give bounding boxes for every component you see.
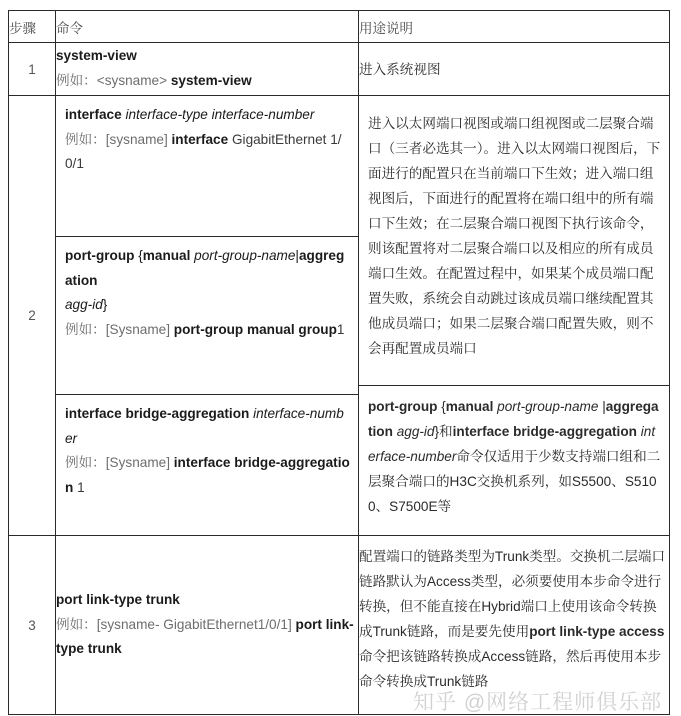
watermark-text: 知乎 @网络工程师俱乐部 [413,691,663,714]
example-command: port link- [295,616,354,632]
desc-parameter-name: port-group-name [497,399,599,414]
example-prompt: [sysname] [105,131,168,147]
desc-option-aggregation: aggregation [368,399,659,439]
description-cell-group [359,96,670,536]
command-syntax-line [56,44,358,69]
desc-command-portgroup: port-group [368,399,438,414]
command-keyword: interface [65,107,122,122]
example-command: interface [171,131,229,147]
pipe-separator: | [295,248,299,263]
command-subrow [56,96,358,237]
command-option-aggregation: aggregation [65,248,345,288]
command-cell [56,43,359,96]
command-cell [56,237,358,395]
example-label: 例如： [65,455,106,471]
command-keyword: interface bridge-aggregation [65,406,250,421]
command-syntax-line [65,402,350,451]
command-syntax-line [65,103,350,128]
table-row [9,536,670,715]
example-group-id: 1 [336,322,345,338]
command-syntax-line [56,588,358,613]
command-keyword: port-group [65,248,135,263]
desc-command-bridgeagg: interface bridge-aggregation [452,424,637,439]
brace-close: } [434,424,440,439]
table-header-row [9,11,670,43]
description-cell [359,386,669,529]
description-text-tail: 命令仅适用于少数支持端口组和二层聚合端口的H3C交换机系列，如S5500、S5100、S7500E等 [368,449,661,514]
description-cell [359,103,669,386]
description-cell [359,43,670,96]
command-parameter-line [65,293,350,318]
table-row [9,43,670,96]
command-example-line-cont [56,637,358,662]
desc-command-linktype-access: port link-type access [529,624,665,639]
example-command: port-group manual [173,322,295,338]
example-argument: GigabitEthernet 1/0/1 [65,131,342,172]
table-row [9,96,670,536]
step-number: 2 [9,96,56,536]
command-subrow [56,237,358,395]
command-cell-group [56,96,359,536]
brace-open: { [138,248,143,263]
description-text-head: 配置端口的链路类型为Trunk类型。交换机二层端口链路默认为Access类型，必须要使用本步命令进行转换，但不能直接在Hybrid端口上使用该命令转换成Trunk链路，而是要先使用 [359,549,666,639]
example-group-name: group [298,322,337,338]
command-keyword: port link-type trunk [56,591,180,607]
command-keyword: system-view [56,48,137,64]
example-prompt: [Sysname] [105,322,170,338]
command-cell [56,536,359,715]
command-cell [56,96,358,237]
description-text-tail: 命令把该链路转换成Access链路，然后再使用本步命令转换成Trunk链路 [359,649,662,689]
command-parameter: interface-type interface-number [125,107,315,122]
example-command: system-view [170,73,252,88]
command-subtable [56,96,358,535]
pipe-separator: | [602,399,606,414]
column-header-step: 步骤 [9,11,56,43]
example-command-cont: type trunk [56,641,122,657]
example-command: interface bridge-aggregation [65,455,350,496]
example-label: 例如： [56,73,97,88]
description-subrow [359,103,669,386]
command-subrow [56,395,358,536]
command-cell [56,395,358,536]
example-prompt: <sysname> [96,73,168,88]
desc-parameter-aggid: agg-id [396,424,435,439]
column-header-command: 命令 [56,11,359,43]
step-number: 3 [9,536,56,715]
description-text: 进入以太网端口视图或端口组视图或二层聚合端口（三者必选其一）。进入以太网端口视图后，下面进行的配置只在当前端口下生效；进入端口组视图后，下面进行的配置将在端口组中的所有端口下生效；在二层聚合端口视图下执行该命令，则该配置将对二层聚合端口以及相应的所有成员端口生效。在配置过程中，如果某个成员端口配置失败，系统会自动跳过该成员端口继续配置其他成员端口；如果二层聚合端口配置失败，则不会再配置成员端口 [368,116,661,356]
example-argument: 1 [77,480,85,496]
command-option-manual: manual [142,248,191,263]
example-label: 例如： [65,131,106,147]
desc-option-manual: manual [445,399,494,414]
description-subrow [359,386,669,529]
command-example-line [65,318,350,343]
command-example-line [56,69,358,94]
command-parameter: port-group-name [194,248,296,263]
command-parameter: interface-number [65,406,344,446]
brace-open: { [441,399,446,414]
desc-parameter-ifnum: interface-number [368,424,656,464]
step-number: 1 [9,43,56,96]
command-example-line [56,613,358,638]
brace-close: } [102,297,108,313]
command-example-line [65,451,350,500]
example-prompt: [Sysname] [105,455,170,471]
command-syntax-line [65,244,350,293]
description-cell [359,536,670,715]
command-example-line [65,128,350,177]
example-prompt: [sysname- GigabitEthernet1/0/1] [96,616,292,632]
example-label: 例如： [56,616,97,632]
desc-conjunction: 和 [439,424,453,439]
command-parameter-aggid: agg-id [65,297,103,313]
description-subtable [359,103,669,528]
configuration-steps-table [8,10,670,715]
example-label: 例如： [65,322,106,338]
description-text: 进入系统视图 [359,61,441,77]
column-header-description: 用途说明 [359,11,670,43]
